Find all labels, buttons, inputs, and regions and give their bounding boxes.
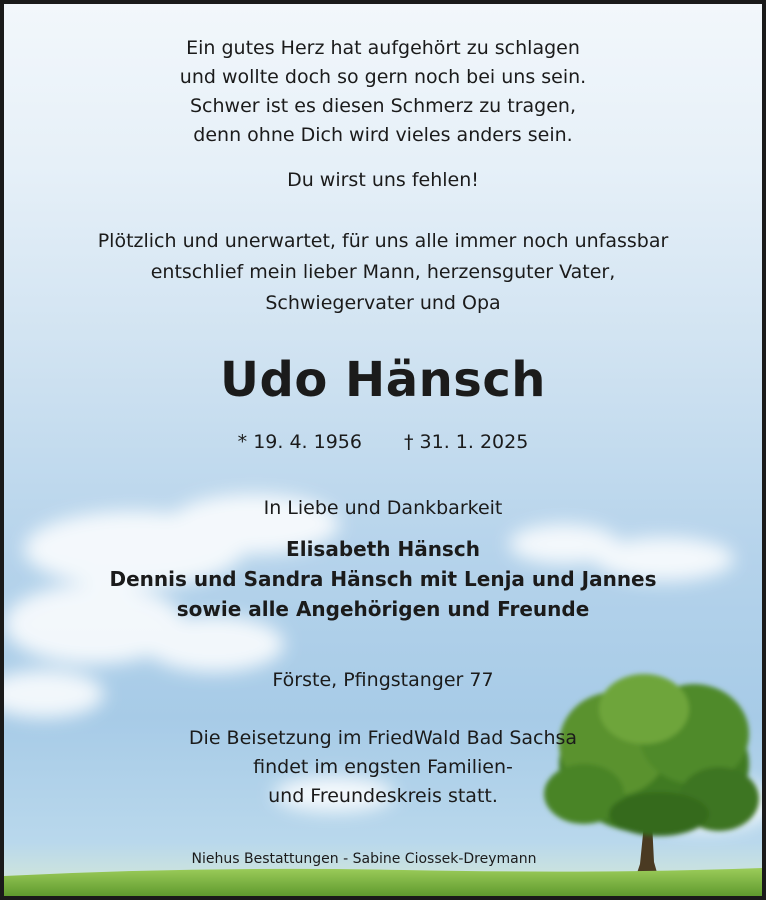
poem-line: Schwer ist es diesen Schmerz zu tragen, <box>190 95 576 117</box>
burial-notice <box>4 724 762 811</box>
mourner-line: Dennis und Sandra Hänsch mit Lenja und Jannes <box>109 567 657 591</box>
burial-line: Die Beisetzung im FriedWald Bad Sachsa <box>188 727 578 749</box>
birth-date: * 19. 4. 1956 <box>237 431 362 453</box>
love-phrase: In Liebe und Dankbarkeit <box>263 497 503 519</box>
burial-line: findet im engsten Familien- <box>253 756 513 778</box>
poem-line: denn ohne Dich wird vieles anders sein. <box>193 124 573 146</box>
intro-line: Plötzlich und unerwartet, für uns alle immer noch unfassbar <box>97 230 669 252</box>
deceased-name: Udo Hänsch <box>220 352 546 408</box>
poem-line: Ein gutes Herz hat aufgehört zu schlagen <box>186 37 580 59</box>
poem-line: und wollte doch so gern noch bei uns sein. <box>179 66 587 88</box>
mourners <box>4 534 762 624</box>
address: Förste, Pfingstanger 77 <box>272 669 494 691</box>
meadow <box>4 868 762 896</box>
mourner-line: sowie alle Angehörigen und Freunde <box>176 597 590 621</box>
farewell-line: Du wirst uns fehlen! <box>287 169 479 191</box>
mourner-line: Elisabeth Hänsch <box>286 537 480 561</box>
funeral-home-footer: Niehus Bestattungen - Sabine Ciossek-Dreymann <box>191 851 537 867</box>
intro-line: Schwiegervater und Opa <box>265 292 501 314</box>
burial-line: und Freundeskreis statt. <box>268 785 498 807</box>
poem <box>4 34 762 150</box>
announcement-intro <box>4 226 762 319</box>
death-date: † 31. 1. 2025 <box>404 431 529 453</box>
intro-line: entschlief mein lieber Mann, herzensguter Vater, <box>150 261 616 283</box>
life-dates <box>4 428 762 456</box>
